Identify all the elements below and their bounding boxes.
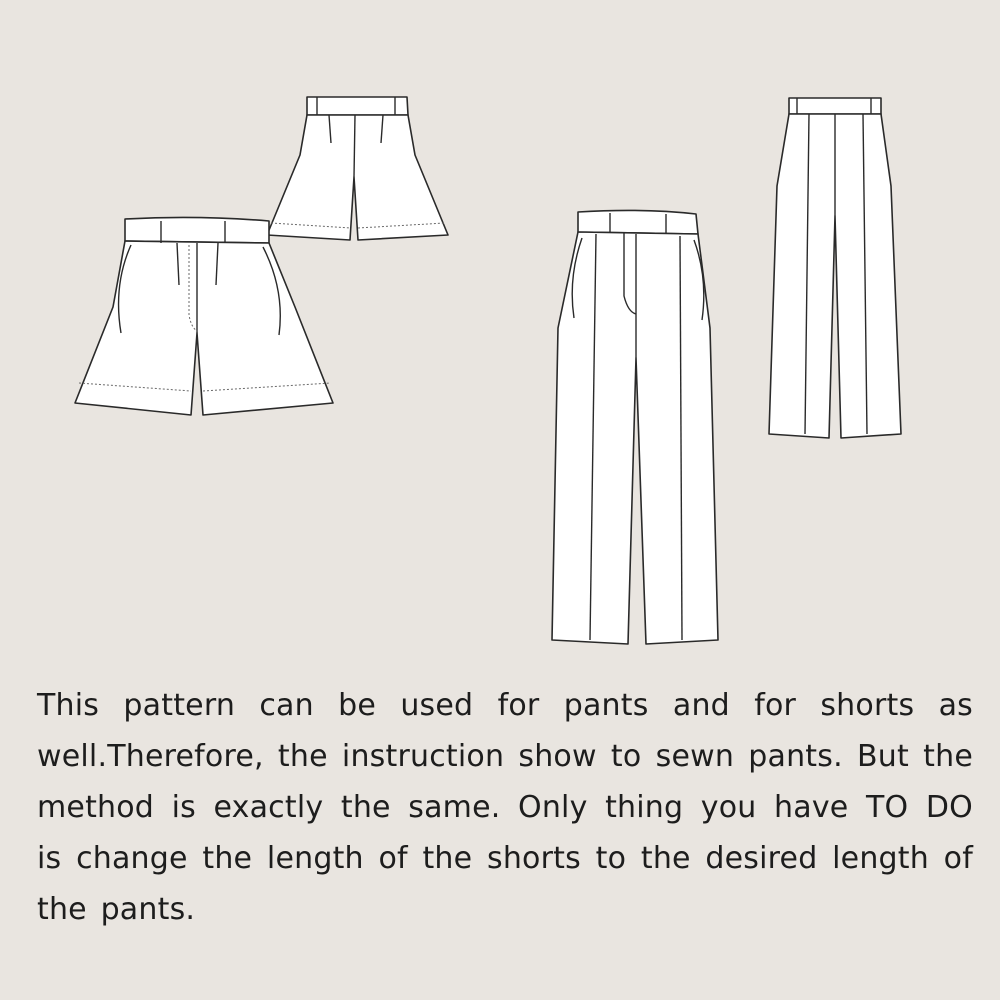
pants-front-icon xyxy=(548,208,726,648)
shorts-front-icon xyxy=(73,215,335,420)
pants-back-icon xyxy=(765,96,905,441)
caption-text: This pattern can be used for pants and for shorts as well.Therefore, the instruction show to sewn pants. But the method is exactly the same. Only thing you have TO DO is change the length of the shorts to the desired length of the pants. xyxy=(37,688,973,927)
